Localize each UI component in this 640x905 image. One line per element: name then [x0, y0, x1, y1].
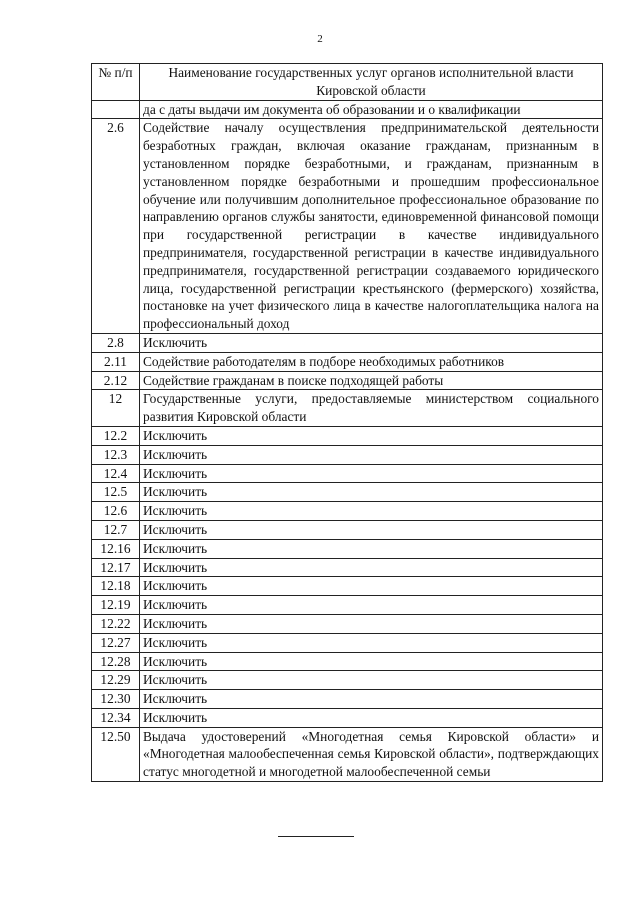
- row-number: 12.22: [92, 614, 140, 633]
- row-text: Исключить: [140, 426, 603, 445]
- row-text: Исключить: [140, 577, 603, 596]
- row-text: Исключить: [140, 558, 603, 577]
- row-number: 2.12: [92, 371, 140, 390]
- table-row: [92, 708, 603, 727]
- table-row: [92, 371, 603, 390]
- table-row: [92, 652, 603, 671]
- row-number: 12.28: [92, 652, 140, 671]
- header-num: № п/п: [92, 64, 140, 101]
- row-number: 12.7: [92, 520, 140, 539]
- row-number: 12.50: [92, 727, 140, 781]
- row-text: Государственные услуги, предоставляемые министерством социального развития Кировской области: [140, 390, 603, 427]
- table-row: [92, 333, 603, 352]
- row-number: 12.6: [92, 502, 140, 521]
- row-text: Исключить: [140, 671, 603, 690]
- continuation-num: [92, 100, 140, 119]
- row-number: 12.19: [92, 596, 140, 615]
- row-number: 12.3: [92, 445, 140, 464]
- row-number: 12.17: [92, 558, 140, 577]
- row-number: 12.30: [92, 690, 140, 709]
- table-row: [92, 577, 603, 596]
- table-row: [92, 390, 603, 427]
- row-text: Содействие работодателям в подборе необходимых работников: [140, 352, 603, 371]
- row-number: 2.11: [92, 352, 140, 371]
- table-row: [92, 558, 603, 577]
- table-row: [92, 727, 603, 781]
- row-number: 2.8: [92, 333, 140, 352]
- header-name: Наименование государственных услуг органов исполнительной власти Кировской области: [140, 64, 603, 101]
- table-row: [92, 464, 603, 483]
- row-number: 12.18: [92, 577, 140, 596]
- services-table: [91, 63, 603, 782]
- row-text: Исключить: [140, 690, 603, 709]
- row-number: 12.4: [92, 464, 140, 483]
- row-number: 2.6: [92, 119, 140, 334]
- continuation-text: да с даты выдачи им документа об образовании и о квалификации: [140, 100, 603, 119]
- row-text: Содействие началу осуществления предпринимательской деятельности безработных граждан, включая оказание гражданам, признанным в установленном порядке безработными, и гражданам, признанным в установленном порядке безработными и прошедшим профессиональное обучение или получившим дополнительное профессиональное образование по направлению органов службы занятости, единовременной финансовой помощи при государственной регистрации в качестве индивидуального предпринимателя, государственной регистрации в качестве индивидуального предпринимателя, государственной регистрации создаваемого юридического лица, государственной регистрации крестьянского (фермерского) хозяйства, постановке на учет физического лица в качестве налогоплательщика налога на профессиональный доход: [140, 119, 603, 334]
- row-text: Исключить: [140, 333, 603, 352]
- table-row: [92, 520, 603, 539]
- table-row: [92, 502, 603, 521]
- row-number: 12.16: [92, 539, 140, 558]
- page-number: 2: [317, 33, 323, 45]
- table-row: [92, 671, 603, 690]
- row-text: Исключить: [140, 483, 603, 502]
- table-row: [92, 690, 603, 709]
- table-row: [92, 483, 603, 502]
- table-row: [92, 633, 603, 652]
- table-row: [92, 426, 603, 445]
- table-body: [92, 100, 603, 781]
- row-text: Исключить: [140, 502, 603, 521]
- row-text: Исключить: [140, 520, 603, 539]
- row-text: Содействие гражданам в поиске подходящей работы: [140, 371, 603, 390]
- row-number: 12: [92, 390, 140, 427]
- table-header-row: [92, 64, 603, 101]
- row-text: Исключить: [140, 445, 603, 464]
- row-text: Исключить: [140, 633, 603, 652]
- row-number: 12.2: [92, 426, 140, 445]
- row-text: Исключить: [140, 464, 603, 483]
- row-number: 12.27: [92, 633, 140, 652]
- row-text: Исключить: [140, 539, 603, 558]
- table-row: [92, 352, 603, 371]
- row-text: Исключить: [140, 596, 603, 615]
- footer-separator-line: [278, 836, 354, 837]
- row-text: Исключить: [140, 614, 603, 633]
- table-row: [92, 539, 603, 558]
- row-number: 12.5: [92, 483, 140, 502]
- table-row: [92, 614, 603, 633]
- row-text: Исключить: [140, 708, 603, 727]
- table-row: [92, 445, 603, 464]
- row-number: 12.29: [92, 671, 140, 690]
- row-text: Исключить: [140, 652, 603, 671]
- row-text: Выдача удостоверений «Многодетная семья Кировской области» и «Многодетная малообеспеченная семья Кировской области», подтверждающих статус многодетной и многодетной малообеспеченной семьи: [140, 727, 603, 781]
- table-row: [92, 119, 603, 334]
- table-row: [92, 596, 603, 615]
- continuation-row: [92, 100, 603, 119]
- row-number: 12.34: [92, 708, 140, 727]
